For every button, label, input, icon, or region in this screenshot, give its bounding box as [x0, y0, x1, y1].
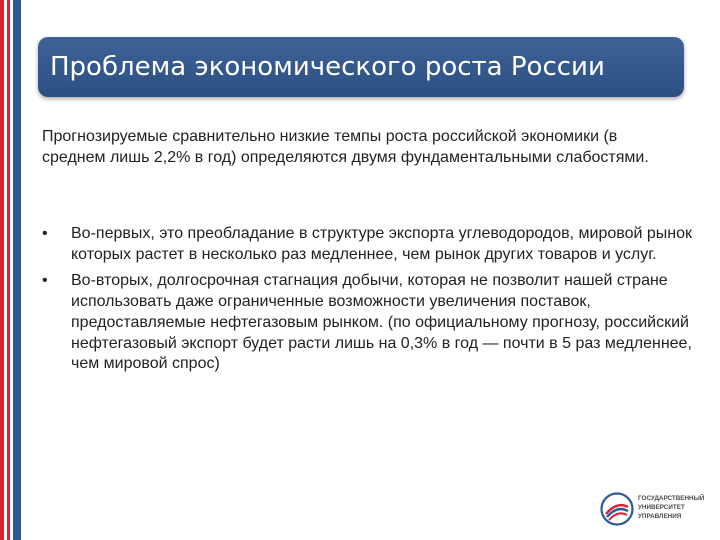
- bullet-text: Во-первых, это преобладание в структуре экспорта углеводородов, мировой рынок которых растет в несколько раз медленнее, чем рынок других товаров и услуг.: [71, 225, 692, 263]
- university-name-line: ГОСУДАРСТВЕННЫЙ: [638, 495, 705, 502]
- stripe-blue: [13, 0, 21, 540]
- bullet-marker: •: [42, 272, 48, 290]
- left-decorative-stripes: [0, 0, 26, 540]
- university-name-line: УНИВЕРСИТЕТ: [638, 504, 685, 511]
- bullet-marker: •: [42, 225, 48, 242]
- university-name: [638, 494, 710, 521]
- university-emblem-icon: [600, 492, 634, 526]
- bullet-item: [42, 224, 692, 265]
- slide-title: Проблема экономического роста России: [50, 52, 605, 82]
- university-logo: [600, 492, 712, 526]
- intro-paragraph: Прогнозируемые сравнительно низкие темпы роста российской экономики (в среднем лишь 2,2% в год) определяются двумя фундаментальными слабостями.: [42, 128, 649, 166]
- bullet-text: Во-вторых, долгосрочная стагнация добычи, которая не позволит нашей стране использовать даже ограниченные возможности увеличения поставок, предоставляемые нефтегазовым рынком. (по официальному прогнозу, российский нефтегазовый экспорт будет расти лишь на 0,3% в год — почти в 5 раз медленнее, чем мировой спрос): [71, 272, 692, 373]
- bullet-list: [42, 224, 692, 381]
- university-name-line: УПРАВЛЕНИЯ: [638, 513, 682, 520]
- bullet-item: [42, 271, 692, 375]
- slide-title-banner: [38, 37, 684, 97]
